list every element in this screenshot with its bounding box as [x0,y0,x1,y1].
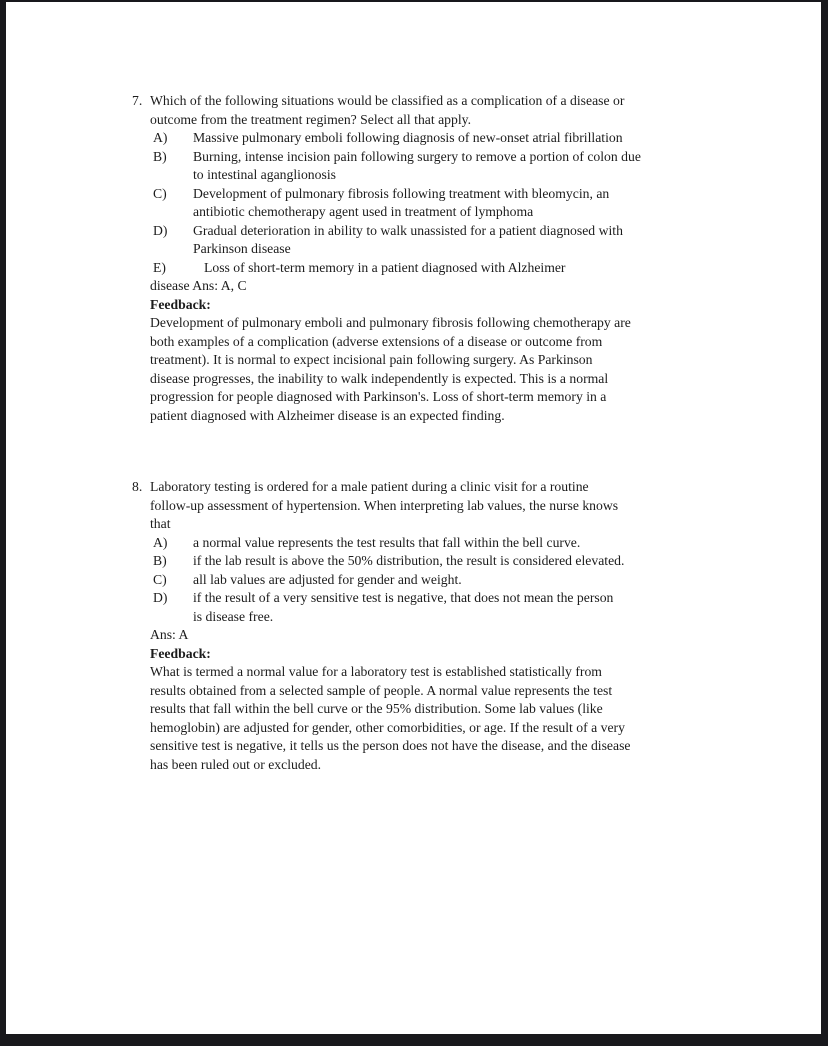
option-row [153,222,821,259]
option-text-line: a normal value represents the test results that fall within the bell curve. [193,534,581,550]
option-row [153,571,821,590]
option-text-line: Loss of short-term memory in a patient diagnosed with Alzheimer [204,259,566,275]
question-body [150,92,821,425]
question-number: 8. [132,479,143,494]
feedback-line: progression for people diagnosed with Parkinson's. Loss of short-term memory in a [150,389,607,404]
feedback-label: Feedback: [150,296,211,312]
option-lines [193,222,623,259]
option-text-line: Gradual deterioration in ability to walk unassisted for a patient diagnosed with [193,222,623,238]
option-row [153,534,821,553]
question-stem-line: Laboratory testing is ordered for a male patient during a clinic visit for a routine [150,479,589,494]
question-stem-line: follow-up assessment of hypertension. When interpreting lab values, the nurse knows [150,497,619,513]
feedback-line: Development of pulmonary emboli and pulmonary fibrosis following chemotherapy are [150,315,631,330]
option-lines [193,589,613,626]
feedback-label: Feedback: [150,645,211,661]
option-text-line: antibiotic chemotherapy agent used in treatment of lymphoma [193,204,534,219]
feedback-line: sensitive test is negative, it tells us the person does not have the disease, and the disease [150,738,631,753]
option-lines [193,534,580,553]
feedback-line: hemoglobin) are adjusted for gender, other comorbidities, or age. If the result of a very [150,719,625,735]
option-letter: B) [153,148,167,164]
option-lines [193,148,641,185]
option-text-line: if the result of a very sensitive test is negative, that does not mean the person [193,590,614,605]
option-row [153,589,821,626]
feedback-line: has been ruled out or excluded. [150,756,322,772]
option-lines [193,129,623,148]
option-text-line: Burning, intense incision pain following surgery to remove a portion of colon due [193,148,641,164]
feedback-line: treatment). It is normal to expect incisional pain following surgery. As Parkinson [150,352,593,367]
option-row [153,185,821,222]
option-letter: E) [153,259,166,275]
option-letter: A) [153,130,168,145]
option-lines [193,185,609,222]
option-text-line: all lab values are adjusted for gender and weight. [193,571,462,587]
option-letter: C) [153,185,167,201]
option-text-line: Parkinson disease [193,241,291,256]
option-letter: D) [153,222,168,238]
feedback-line: patient diagnosed with Alzheimer disease is an expected finding. [150,407,505,423]
option-text-line: Massive pulmonary emboli following diagnosis of new-onset atrial fibrillation [193,130,623,145]
feedback-line: results that fall within the bell curve or the 95% distribution. Some lab values (like [150,701,603,716]
question-body [150,478,821,774]
feedback-line: results obtained from a selected sample of people. A normal value represents the test [150,682,613,698]
question-block [132,478,821,774]
option-text-line: is disease free. [193,608,274,624]
option-lines [193,571,462,590]
option-lines [193,259,566,278]
option-lines [193,552,624,571]
option-text-line: to intestinal aganglionosis [193,167,336,182]
question-stem-line: outcome from the treatment regimen? Select all that apply. [150,111,472,127]
feedback-line: disease progresses, the inability to walk independently is expected. This is a normal [150,370,609,386]
question-block [132,92,821,425]
document-page [6,2,821,1034]
option-letter: B) [153,553,167,568]
option-text-line: if the lab result is above the 50% distribution, the result is considered elevated. [193,553,625,568]
answer-line: disease Ans: A, C [150,278,247,293]
option-row [153,148,821,185]
question-stem-line: Which of the following situations would be classified as a complication of a disease or [150,93,625,108]
option-row [153,259,821,278]
answer-line: Ans: A [150,627,189,642]
option-letter: D) [153,590,168,605]
feedback-line: both examples of a complication (adverse extensions of a disease or outcome from [150,333,603,349]
option-row [153,129,821,148]
option-text-line: Development of pulmonary fibrosis following treatment with bleomycin, an [193,185,610,201]
feedback-line: What is termed a normal value for a laboratory test is established statistically from [150,664,602,679]
question-stem-line: that [150,516,171,531]
document-content [6,2,821,774]
question-number: 7. [132,93,143,108]
option-letter: A) [153,534,168,550]
option-letter: C) [153,571,167,587]
option-row [153,552,821,571]
